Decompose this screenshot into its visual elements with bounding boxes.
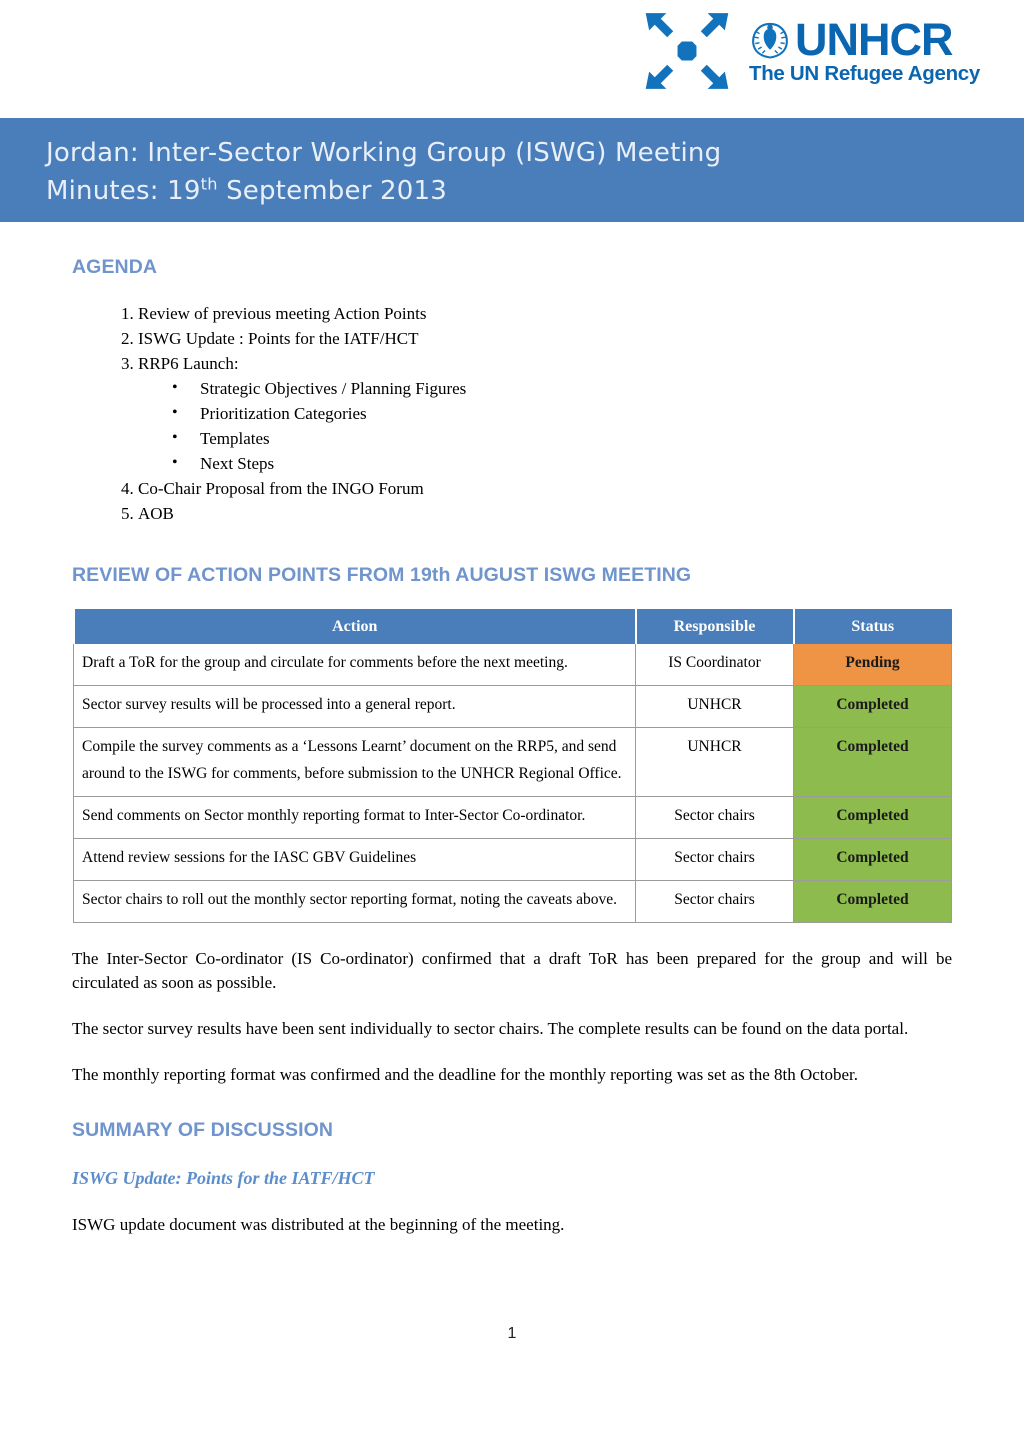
- cell-action: Sector survey results will be processed into a general report.: [74, 686, 636, 728]
- summary-subsection: [72, 1168, 952, 1189]
- cell-action: Compile the survey comments as a ‘Lessons Learnt’ document on the RRP5, and send around to the ISWG for comments, before submission to the UNHCR Regional Office.: [74, 728, 636, 797]
- review-paragraph: The Inter-Sector Co-ordinator (IS Co-ordinator) confirmed that a draft ToR has been prepared for the group and will be circulated as soon as possible.: [72, 949, 952, 992]
- table-body: [74, 644, 952, 923]
- agenda-sublist: [138, 376, 952, 476]
- unhcr-wordmark-block: [748, 14, 980, 85]
- summary-section: [72, 1119, 952, 1142]
- agenda-item: [138, 351, 952, 476]
- page-header: [0, 0, 1024, 110]
- unhcr-arrows-icon: [641, 8, 733, 94]
- table-row: [74, 686, 952, 728]
- unhcr-wreath-icon: [749, 19, 791, 61]
- title-date-suffix: September 2013: [217, 176, 448, 206]
- unhcr-tagline: The UN Refugee Agency: [748, 62, 980, 85]
- cell-responsible: UNHCR: [636, 686, 794, 728]
- status-badge: Completed: [794, 686, 952, 728]
- table-row: [74, 644, 952, 686]
- unhcr-wordmark-text: UNHCR: [794, 14, 953, 65]
- cell-responsible: UNHCR: [636, 728, 794, 797]
- agenda-item: [138, 476, 952, 501]
- review-paragraph-block: [72, 1017, 952, 1041]
- agenda-item-label: AOB: [138, 504, 174, 523]
- cell-responsible: IS Coordinator: [636, 644, 794, 686]
- unhcr-logo: [641, 8, 980, 94]
- table-header-row: [74, 610, 952, 644]
- action-points-table: [72, 609, 952, 923]
- status-badge: Completed: [794, 797, 952, 839]
- table-header: [74, 610, 952, 644]
- status-badge: Pending: [794, 644, 952, 686]
- review-paragraph-block: [72, 1063, 952, 1087]
- cell-responsible: Sector chairs: [636, 881, 794, 923]
- status-badge: Completed: [794, 881, 952, 923]
- agenda-item-label: RRP6 Launch:: [138, 354, 239, 373]
- column-header-responsible: Responsible: [636, 610, 794, 644]
- agenda-list: [72, 301, 952, 526]
- agenda-item-label: ISWG Update : Points for the IATF/HCT: [138, 329, 419, 348]
- review-heading: REVIEW OF ACTION POINTS FROM 19th AUGUST ISWG MEETING: [72, 564, 692, 586]
- title-date-ordinal: th: [200, 174, 218, 194]
- agenda-sub-item: • Templates: [166, 426, 952, 451]
- summary-heading: SUMMARY OF DISCUSSION: [72, 1119, 334, 1141]
- review-paragraph: The sector survey results have been sent individually to sector chairs. The complete results can be found on the data portal.: [72, 1019, 909, 1038]
- cell-action: Send comments on Sector monthly reporting format to Inter-Sector Co-ordinator.: [74, 797, 636, 839]
- agenda-sub-item: • Strategic Objectives / Planning Figures: [166, 376, 952, 401]
- agenda-item: [138, 501, 952, 526]
- agenda-section: [72, 256, 952, 526]
- cell-action: Sector chairs to roll out the monthly sector reporting format, noting the caveats above.: [74, 881, 636, 923]
- agenda-item: [138, 301, 952, 326]
- agenda-item-label: Review of previous meeting Action Points: [138, 304, 427, 323]
- page-number: 1: [507, 1325, 517, 1342]
- cell-action: Draft a ToR for the group and circulate for comments before the next meeting.: [74, 644, 636, 686]
- review-section: [72, 564, 952, 1087]
- cell-responsible: Sector chairs: [636, 839, 794, 881]
- document-body: [0, 222, 1024, 1237]
- summary-paragraph: ISWG update document was distributed at the beginning of the meeting.: [72, 1215, 565, 1234]
- document-title-line-2: [46, 172, 1024, 210]
- status-badge: Completed: [794, 728, 952, 797]
- column-header-status: Status: [794, 610, 952, 644]
- agenda-sub-item: • Prioritization Categories: [166, 401, 952, 426]
- cell-responsible: Sector chairs: [636, 797, 794, 839]
- page-footer: [0, 1325, 1024, 1343]
- status-badge: Completed: [794, 839, 952, 881]
- agenda-heading: AGENDA: [72, 256, 158, 278]
- summary-sub-heading: ISWG Update: Points for the IATF/HCT: [72, 1168, 375, 1188]
- table-row: [74, 881, 952, 923]
- review-paragraph: The monthly reporting format was confirmed and the deadline for the monthly reporting was set as the 8th October.: [72, 1065, 859, 1084]
- document-title-line-1: Jordan: Inter-Sector Working Group (ISWG) Meeting: [46, 138, 722, 168]
- table-row: [74, 839, 952, 881]
- document-title-banner: [0, 118, 1024, 222]
- agenda-sub-item: • Next Steps: [166, 451, 952, 476]
- agenda-item-label: Co-Chair Proposal from the INGO Forum: [138, 479, 424, 498]
- table-row: [74, 797, 952, 839]
- table-row: [74, 728, 952, 797]
- title-date-prefix: Minutes: 19: [46, 176, 201, 206]
- cell-action: Attend review sessions for the IASC GBV Guidelines: [74, 839, 636, 881]
- column-header-action: Action: [74, 610, 636, 644]
- agenda-item: [138, 326, 952, 351]
- review-paragraph-block: [72, 947, 952, 995]
- summary-paragraph-block: [72, 1213, 952, 1237]
